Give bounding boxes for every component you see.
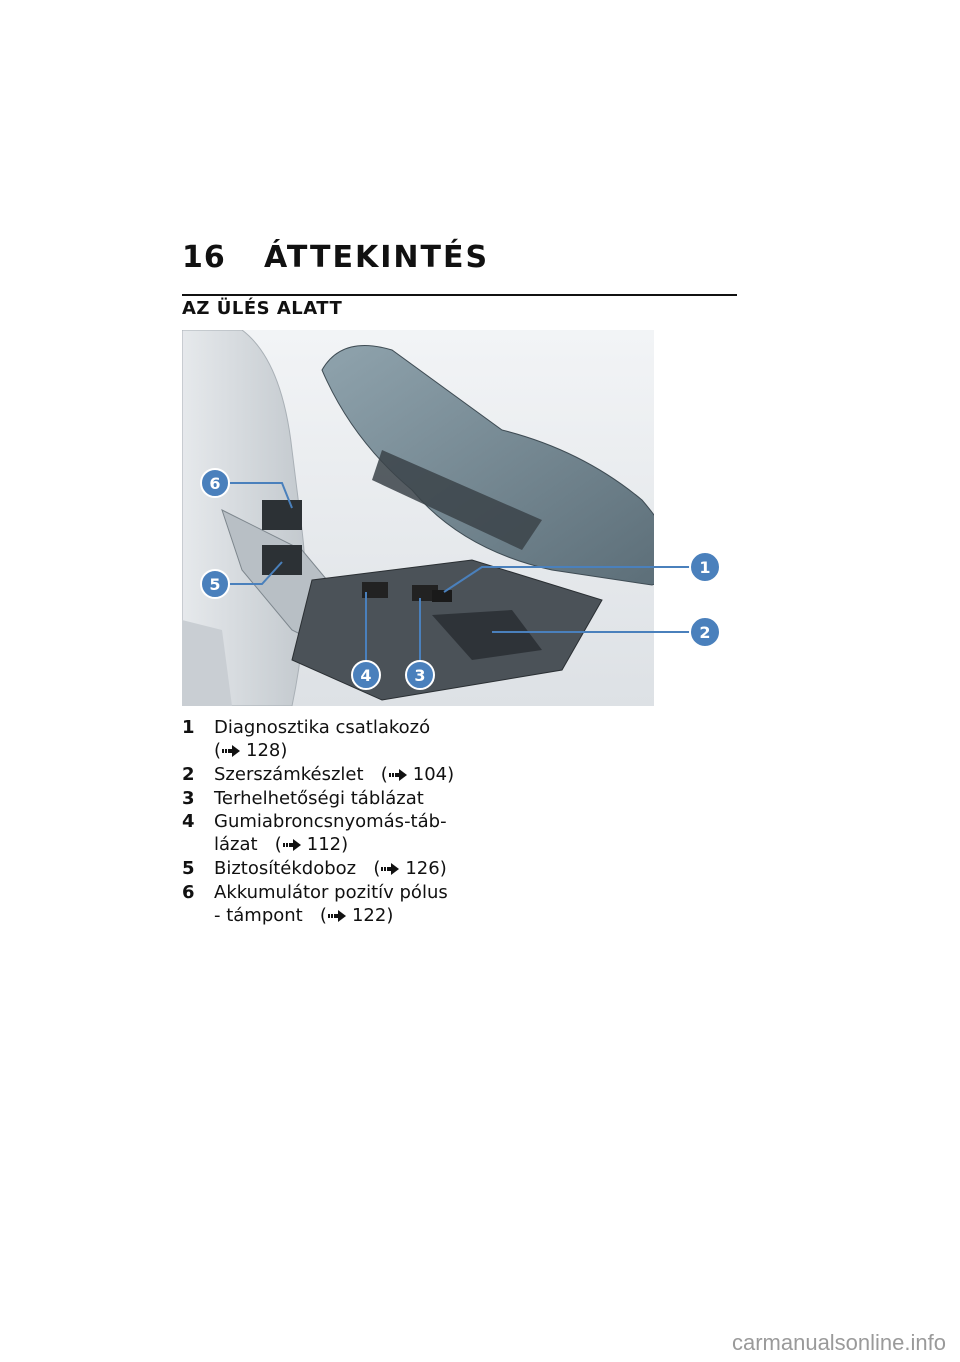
reference-page: 104 — [412, 764, 448, 785]
page-reference[interactable]: ( 112) — [263, 834, 349, 855]
legend-item — [182, 810, 482, 857]
callout-1 — [690, 552, 720, 582]
legend-number: 4 — [182, 811, 195, 832]
legend-list — [182, 716, 482, 928]
callout-6 — [201, 469, 229, 497]
legend-text: Terhelhetőségi táblázat — [214, 788, 424, 809]
legend-number: 2 — [182, 764, 195, 785]
callout-label: 5 — [209, 575, 221, 594]
page-reference-arrow-icon — [328, 905, 346, 928]
diagnostic-socket — [432, 590, 452, 602]
fuse-box — [262, 545, 302, 575]
chapter-title: ÁTTEKINTÉS — [264, 240, 490, 275]
legend-number: 3 — [182, 788, 195, 809]
illustration-svg — [182, 330, 654, 706]
legend-text: Gumiabroncsnyomás-táb- lázat — [214, 811, 447, 855]
callout-label: 6 — [209, 474, 221, 493]
callouts-right — [654, 548, 734, 658]
legend-text: Biztosítékdoboz — [214, 858, 357, 879]
header-rule — [182, 294, 737, 296]
reference-page: 112 — [306, 834, 342, 855]
callout-label: 4 — [360, 666, 372, 685]
callout-5 — [201, 570, 229, 598]
legend-text: Diagnosztika csatlakozó — [214, 717, 431, 738]
battery-terminal — [262, 500, 302, 530]
legend-number: 1 — [182, 717, 195, 738]
page-reference-arrow-icon — [283, 834, 301, 857]
callout-4 — [352, 661, 380, 689]
under-seat-illustration — [182, 330, 654, 706]
page-reference[interactable]: ( 104) — [369, 764, 455, 785]
callout-label: 3 — [414, 666, 426, 685]
page-reference[interactable]: ( 122) — [308, 905, 394, 926]
page-reference[interactable]: ( 126) — [361, 858, 447, 879]
callout-3 — [406, 661, 434, 689]
callout-label: 1 — [699, 558, 711, 577]
legend-number: 5 — [182, 858, 195, 879]
callout-label: 2 — [699, 623, 711, 642]
legend-item — [182, 881, 482, 928]
reference-page: 122 — [351, 905, 387, 926]
legend-item — [182, 763, 482, 787]
legend-item — [182, 716, 482, 763]
legend-number: 6 — [182, 882, 195, 903]
section-title: AZ ÜLÉS ALATT — [182, 298, 343, 319]
page-reference-arrow-icon — [381, 858, 399, 881]
watermark: carmanualsonline.info — [731, 1330, 946, 1355]
page-reference-arrow-icon — [389, 764, 407, 787]
page-reference-arrow-icon — [222, 740, 240, 763]
reference-page: 126 — [405, 858, 440, 879]
page-reference[interactable]: ( 128) — [214, 740, 288, 761]
page-number: 16 — [182, 240, 226, 275]
callout-2 — [690, 617, 720, 647]
legend-item — [182, 857, 482, 881]
legend-item — [182, 787, 482, 810]
legend-text: Szerszámkészlet — [214, 764, 364, 785]
legend-text: Akkumulátor pozitív pólus - támpont — [214, 882, 448, 926]
reference-page: 128 — [246, 740, 281, 761]
